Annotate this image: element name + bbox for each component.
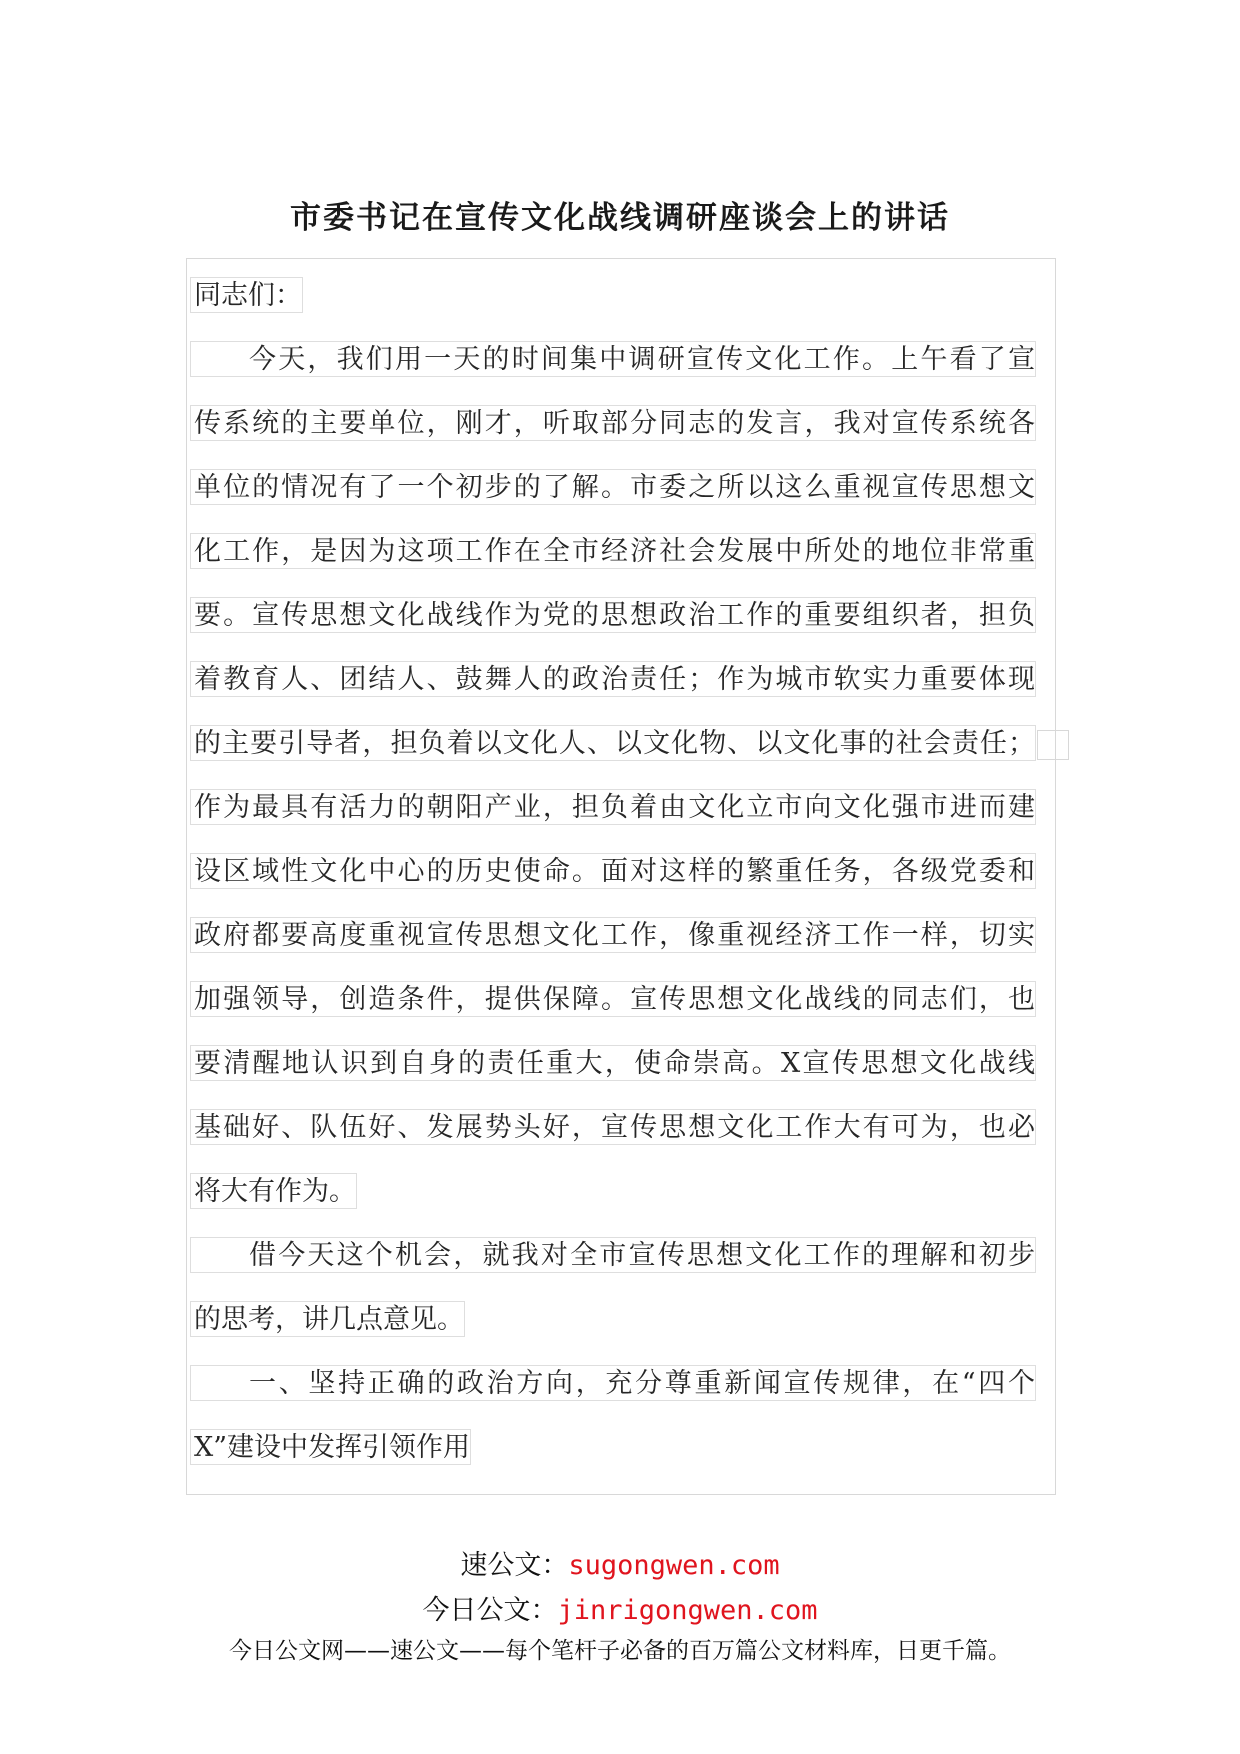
text-line: 要清醒地认识到自身的责任重大，使命崇高。X宣传思想文化战线 xyxy=(190,1045,1036,1081)
footer-jinrigongwen xyxy=(0,1588,1240,1627)
text-line: 基础好、队伍好、发展势头好，宣传思想文化工作大有可为，也必 xyxy=(190,1109,1036,1145)
text-line: 要。宣传思想文化战线作为党的思想政治工作的重要组织者，担负 xyxy=(190,597,1036,633)
heading-line: X”建设中发挥引领作用 xyxy=(190,1429,471,1465)
text-line: 设区域性文化中心的历史使命。面对这样的繁重任务，各级党委和 xyxy=(190,853,1036,889)
heading-line: 一、坚持正确的政治方向，充分尊重新闻宣传规律，在“四个 xyxy=(190,1365,1036,1401)
text-line: 的思考，讲几点意见。 xyxy=(190,1301,465,1337)
text-line: 的主要引导者，担负着以文化人、以文化物、以文化事的社会责任； xyxy=(190,725,1036,761)
footer-tagline: 今日公文网——速公文——每个笔杆子必备的百万篇公文材料库，日更千篇。 xyxy=(229,1638,1011,1664)
text-line: 将大有作为。 xyxy=(190,1173,357,1209)
text-line: 着教育人、团结人、鼓舞人的政治责任；作为城市软实力重要体现 xyxy=(190,661,1036,697)
jinrigongwen-link[interactable]: jinrigongwen.com xyxy=(557,1595,818,1626)
footer-label-2: 今日公文： xyxy=(422,1595,558,1626)
text-line: 今天，我们用一天的时间集中调研宣传文化工作。上午看了宣 xyxy=(190,341,1036,377)
text-line: 借今天这个机会，就我对全市宣传思想文化工作的理解和初步 xyxy=(190,1237,1036,1273)
text-line: 加强领导，创造条件，提供保障。宣传思想文化战线的同志们，也 xyxy=(190,981,1036,1017)
text-line: 政府都要高度重视宣传思想文化工作，像重视经济工作一样，切实 xyxy=(190,917,1036,953)
salutation: 同志们： xyxy=(190,277,303,313)
text-line: 作为最具有活力的朝阳产业，担负着由文化立市向文化强市进而建 xyxy=(190,789,1036,825)
document-title: 市委书记在宣传文化战线调研座谈会上的讲话 xyxy=(290,200,950,236)
sugongwen-link[interactable]: sugongwen.com xyxy=(568,1550,780,1581)
footer-sugongwen xyxy=(0,1543,1240,1582)
footer-label-1: 速公文： xyxy=(460,1550,569,1581)
text-line: 单位的情况有了一个初步的了解。市委之所以这么重视宣传思想文 xyxy=(190,469,1036,505)
overflow-marker xyxy=(1037,730,1069,760)
text-line: 传系统的主要单位，刚才，听取部分同志的发言，我对宣传系统各 xyxy=(190,405,1036,441)
text-line: 化工作，是因为这项工作在全市经济社会发展中所处的地位非常重 xyxy=(190,533,1036,569)
